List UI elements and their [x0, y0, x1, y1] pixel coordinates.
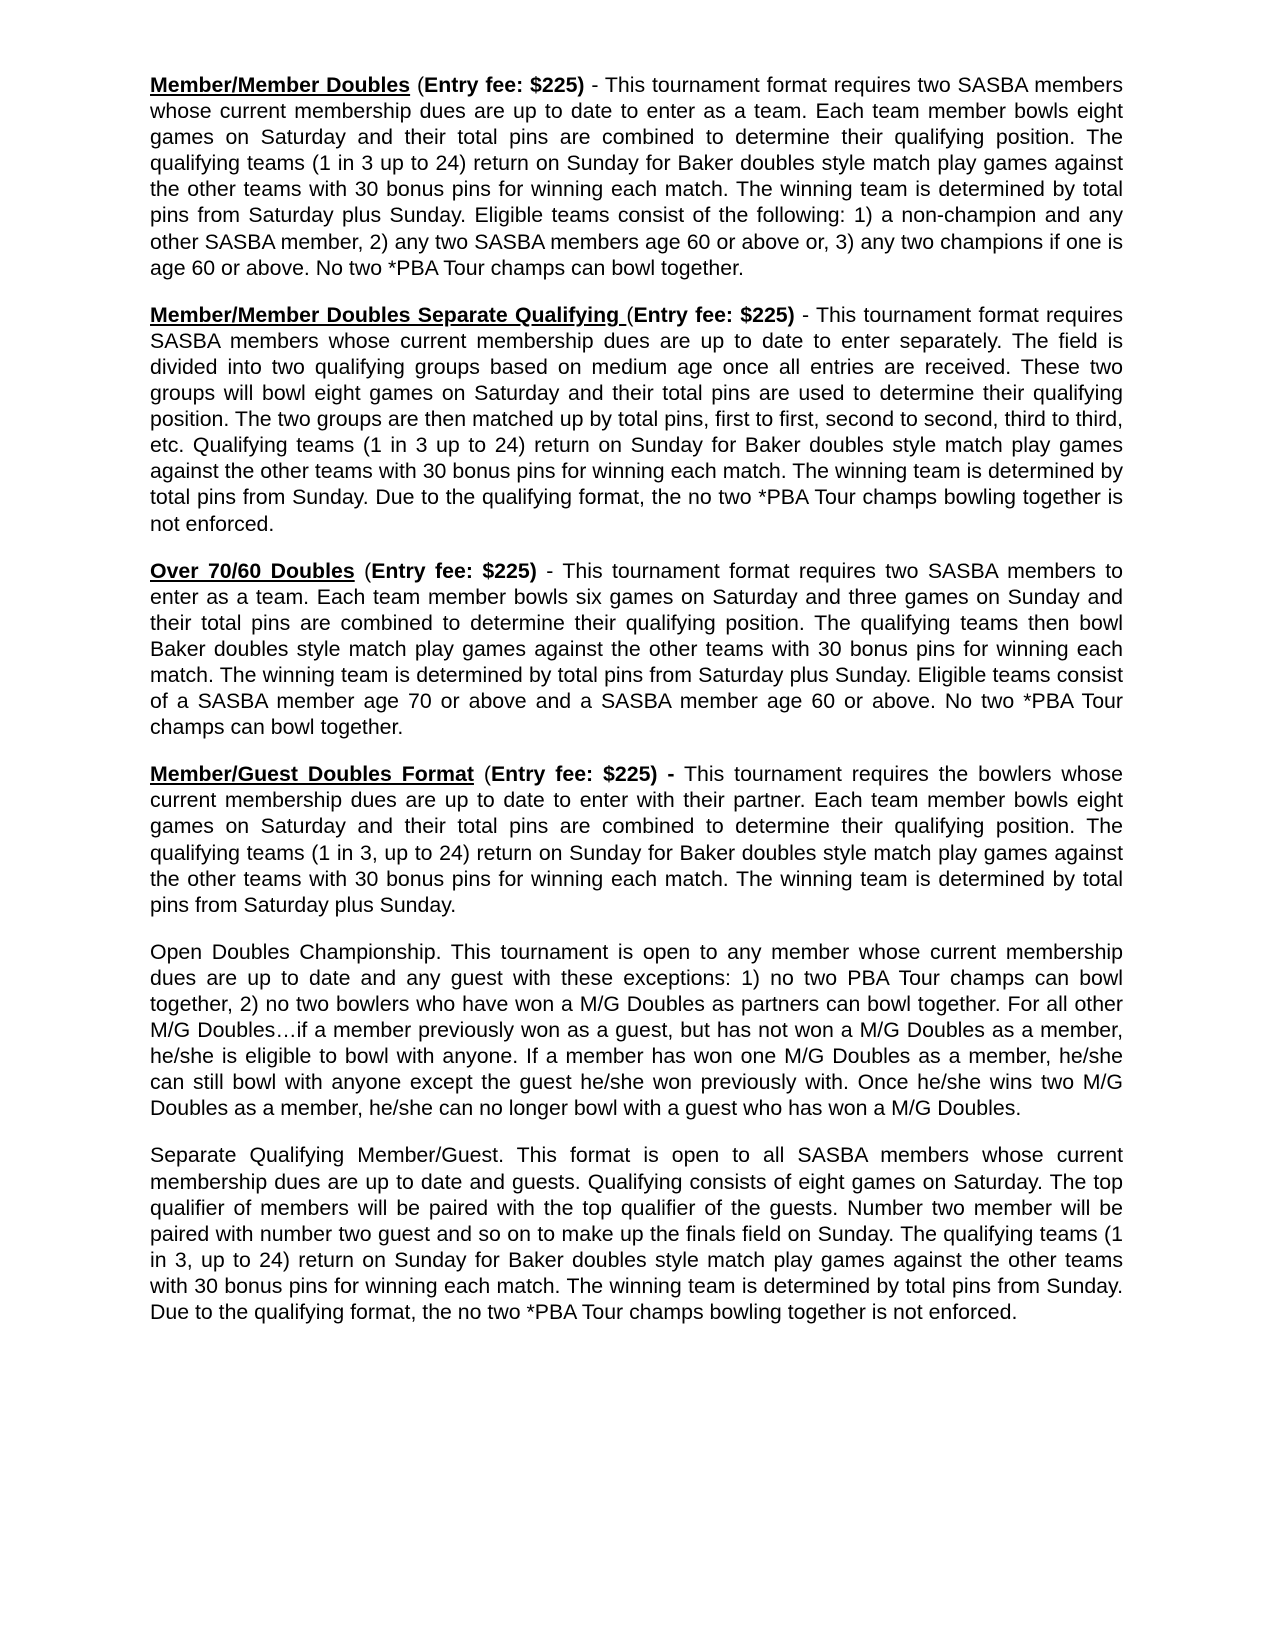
section-title: Member/Member Doubles: [150, 73, 411, 97]
section-title: Member/Member Doubles Separate Qualifying: [150, 302, 627, 327]
paragraph-open-doubles-championship: Open Doubles Championship. This tournament is open to any member whose current membership dues are up to date and any guest with these exceptions: 1) no two PBA Tour champs can bowl together, 2) no two bowlers who have won a M/G Doubles as partners can bowl together. For all other M/G Doubles…if a member previously won as a guest, but has not won a M/G Doubles as a member, he/she is eligible to bowl with anyone. If a member has won one M/G Doubles as a member, he/she can still bowl with anyone except the guest he/she won previously with. Once he/she wins two M/G Doubles as a member, he/she can no longer bowl with a guest who has won a M/G Doubles.: [150, 939, 1123, 1121]
section-body: This tournament format requires two SASBA members to enter as a team. Each team member bowls six games on Saturday and three games on Sunday and their total pins are combined to determine their qualifying position. The qualifying teams then bowl Baker doubles style match play games against the other teams with 30 bonus pins for winning each match. The winning team is determined by total pins from Saturday plus Sunday. Eligible teams consist of a SASBA member age 70 or above and a SASBA member age 60 or above. No two *PBA Tour champs can bowl together.: [150, 558, 1124, 740]
section-body: This tournament format requires SASBA members whose current membership dues are up to date to enter separately. The field is divided into two qualifying groups based on medium age once all entries are received. These two groups will bowl eight games on Saturday and their total pins are used to determine their qualifying position. The two groups are then matched up by total pins, first to first, second to second, third to third, etc. Qualifying teams (1 in 3 up to 24) return on Sunday for Baker doubles style match play games against the other teams with 30 bonus pins for winning each match. The winning team is determined by total pins from Sunday. Due to the qualifying format, the no two *PBA Tour champs bowling together is not enforced.: [150, 302, 1123, 536]
section-lead: -: [794, 302, 816, 327]
paragraph-separate-qualifying-member-guest: Separate Qualifying Member/Guest. This format is open to all SASBA members whose current membership dues are up to date and guests. Qualifying consists of eight games on Saturday. The top qualifier of members will be paired with the top qualifier of the guests. Number two member will be paired with number two guest and so on to make up the finals field on Sunday. The qualifying teams (1 in 3, up to 24) return on Sunday for Baker doubles style match play games against the other teams with 30 bonus pins for winning each match. The winning team is determined by total pins from Sunday. Due to the qualifying format, the no two *PBA Tour champs bowling together is not enforced.: [150, 1143, 1123, 1325]
section-member-guest-doubles-format: Member/Guest Doubles Format (Entry fee: $225) - This tournament requires the bowlers whose current membership dues are up to date to enter with their partner. Each team member bowls eight games on Saturday and their total pins are combined to determine their qualifying position. The qualifying teams (1 in 3, up to 24) return on Sunday for Baker doubles style match play games against the other teams with 30 bonus pins for winning each match. The winning team is determined by total pins from Saturday plus Sunday.: [150, 762, 1123, 917]
entry-fee: Entry fee: $225) -: [490, 762, 675, 787]
section-title: Over 70/60 Doubles: [150, 558, 355, 583]
section-body: This tournament requires the bowlers whose current membership dues are up to date to enter with their partner. Each team member bowls eight games on Saturday and their total pins are combined to determine their qualifying position. The qualifying teams (1 in 3, up to 24) return on Sunday for Baker doubles style match play games against the other teams with 30 bonus pins for winning each match. The winning team is determined by total pins from Saturday plus Sunday.: [150, 762, 1123, 917]
section-lead: -: [584, 73, 605, 97]
section-member-member-doubles: Member/Member Doubles (Entry fee: $225) - This tournament format requires two SASBA members whose current membership dues are up to date to enter as a team. Each team member bowls eight games on Saturday and their total pins are combined to determine their qualifying position. The qualifying teams (1 in 3 up to 24) return on Sunday for Baker doubles style match play games against the other teams with 30 bonus pins for winning each match. The winning team is determined by total pins from Saturday plus Sunday. Eligible teams consist of the following: 1) a non-champion and any other SASBA member, 2) any two SASBA members age 60 or above or, 3) any two champions if one is age 60 or above. No two *PBA Tour champs can bowl together.: [150, 73, 1123, 280]
section-lead: [675, 762, 685, 786]
entry-fee: Entry fee: $225): [424, 73, 585, 97]
section-member-member-doubles-separate-qualifying: Member/Member Doubles Separate Qualifying (Entry fee: $225) - This tournament format requires SASBA members whose current membership dues are up to date to enter separately. The field is divided into two qualifying groups based on medium age once all entries are received. These two groups will bowl eight games on Saturday and their total pins are used to determine their qualifying position. The two groups are then matched up by total pins, first to first, second to second, third to third, etc. Qualifying teams (1 in 3 up to 24) return on Sunday for Baker doubles style match play games against the other teams with 30 bonus pins for winning each match. The winning team is determined by total pins from Sunday. Due to the qualifying format, the no two *PBA Tour champs bowling together is not enforced.: [150, 302, 1123, 536]
section-over-70-60-doubles: Over 70/60 Doubles (Entry fee: $225) - This tournament format requires two SASBA members to enter as a team. Each team member bowls six games on Saturday and three games on Sunday and their total pins are combined to determine their qualifying position. The qualifying teams then bowl Baker doubles style match play games against the other teams with 30 bonus pins for winning each match. The winning team is determined by total pins from Saturday plus Sunday. Eligible teams consist of a SASBA member age 70 or above and a SASBA member age 60 or above. No two *PBA Tour champs can bowl together.: [150, 558, 1124, 740]
section-title: Member/Guest Doubles Format: [150, 762, 474, 787]
section-lead: -: [536, 558, 563, 583]
entry-fee: Entry fee: $225): [633, 302, 795, 327]
entry-fee: Entry fee: $225): [371, 558, 537, 583]
document-page: [150, 72, 1123, 1346]
section-body: This tournament format requires two SASBA members whose current membership dues are up to date to enter as a team. Each team member bowls eight games on Saturday and their total pins are combined to determine their qualifying position. The qualifying teams (1 in 3 up to 24) return on Sunday for Baker doubles style match play games against the other teams with 30 bonus pins for winning each match. The winning team is determined by total pins from Saturday plus Sunday. Eligible teams consist of the following: 1) a non-champion and any other SASBA member, 2) any two SASBA members age 60 or above or, 3) any two champions if one is age 60 or above. No two *PBA Tour champs can bowl together.: [150, 73, 1123, 280]
